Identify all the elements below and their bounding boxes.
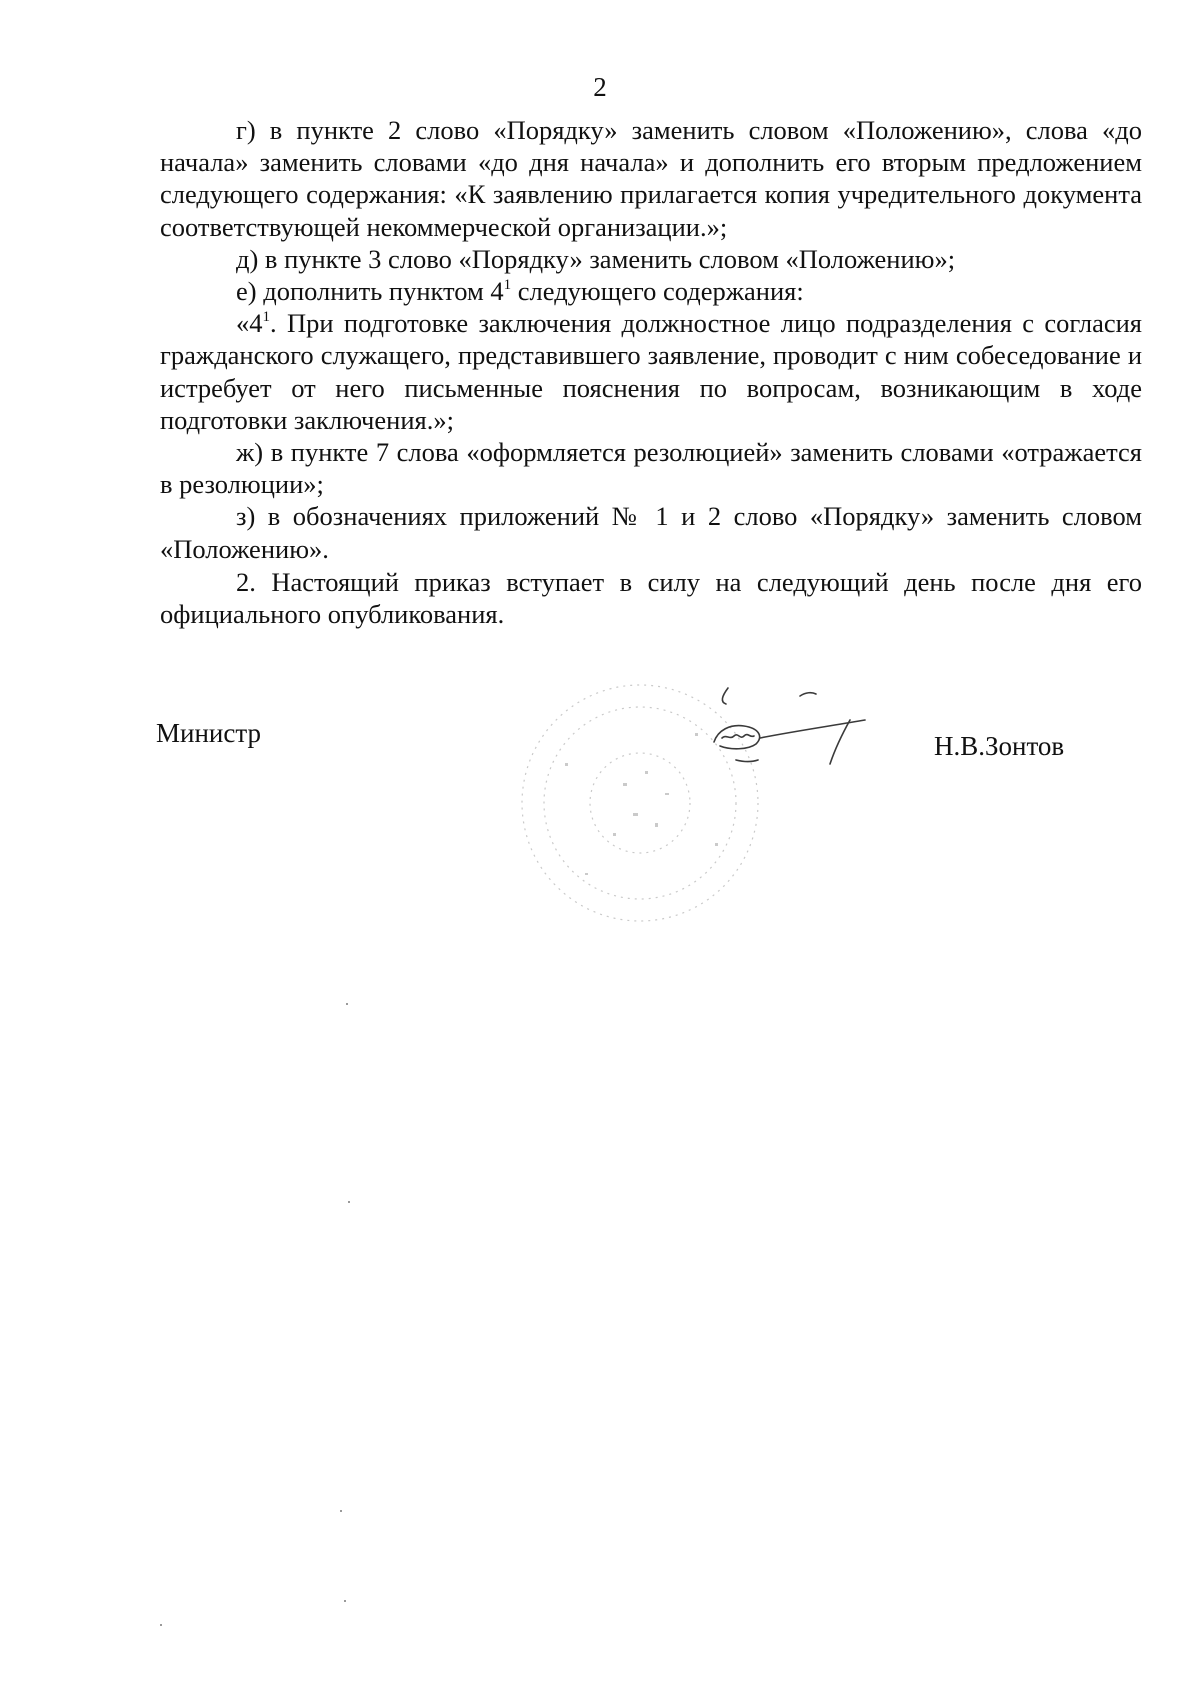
signer-name: Н.В.Зонтов: [934, 731, 1065, 761]
paragraph-effective-date: 2. Настоящий приказ вступает в силу на следующий день после дня его официального опубликования.: [160, 566, 1142, 630]
paragraph-item-zh: ж) в пункте 7 слова «оформляется резолюцией» заменить словами «отражается в резолюции»;: [160, 437, 1142, 500]
paragraph-item-g: г) в пункте 2 слово «Порядку» заменить словом «Положению», слова «до начала» заменить словами «до дня начала» и дополнить его вторым предложением следующего содержания: «К заявлению прилагается копия учредительного документа соответствующей некоммерческой организации.»;: [160, 115, 1142, 242]
paragraph-item-e-tail: следующего содержания:: [511, 276, 804, 307]
paragraph-item-z: з) в обозначениях приложений № 1 и 2 слово «Порядку» заменить словом «Положению».: [160, 501, 1142, 564]
signature-block: [0, 718, 1200, 958]
scan-speck: [348, 1201, 350, 1203]
scan-speck: [346, 1003, 348, 1005]
scan-speck: [340, 1510, 342, 1512]
scan-speck: [344, 1600, 346, 1602]
page-number: 2: [593, 72, 607, 102]
paragraph-item-d: д) в пункте 3 слово «Порядку» заменить словом «Положению»;: [236, 243, 956, 274]
superscript: 1: [503, 277, 512, 294]
document-body: [160, 114, 1142, 630]
clause-4-1-number: «4: [236, 308, 263, 339]
scan-speck: [160, 1624, 162, 1626]
signer-position: Министр: [156, 718, 261, 748]
superscript: 1: [262, 309, 270, 326]
paragraph-item-e-text: е) дополнить пунктом 4: [236, 276, 504, 307]
clause-4-1-text: . При подготовке заключения должностное лицо подразделения с согласия гражданского служащего, представившего заявление, проводит с ним собеседование и истребует от него письменные пояснения по вопросам, возникающим в ходе подготовки заключения.»;: [160, 308, 1142, 435]
handwritten-signature: [700, 680, 885, 790]
paragraph-clause-4-1: [160, 307, 1142, 436]
paragraph-item-e: [160, 275, 1142, 307]
